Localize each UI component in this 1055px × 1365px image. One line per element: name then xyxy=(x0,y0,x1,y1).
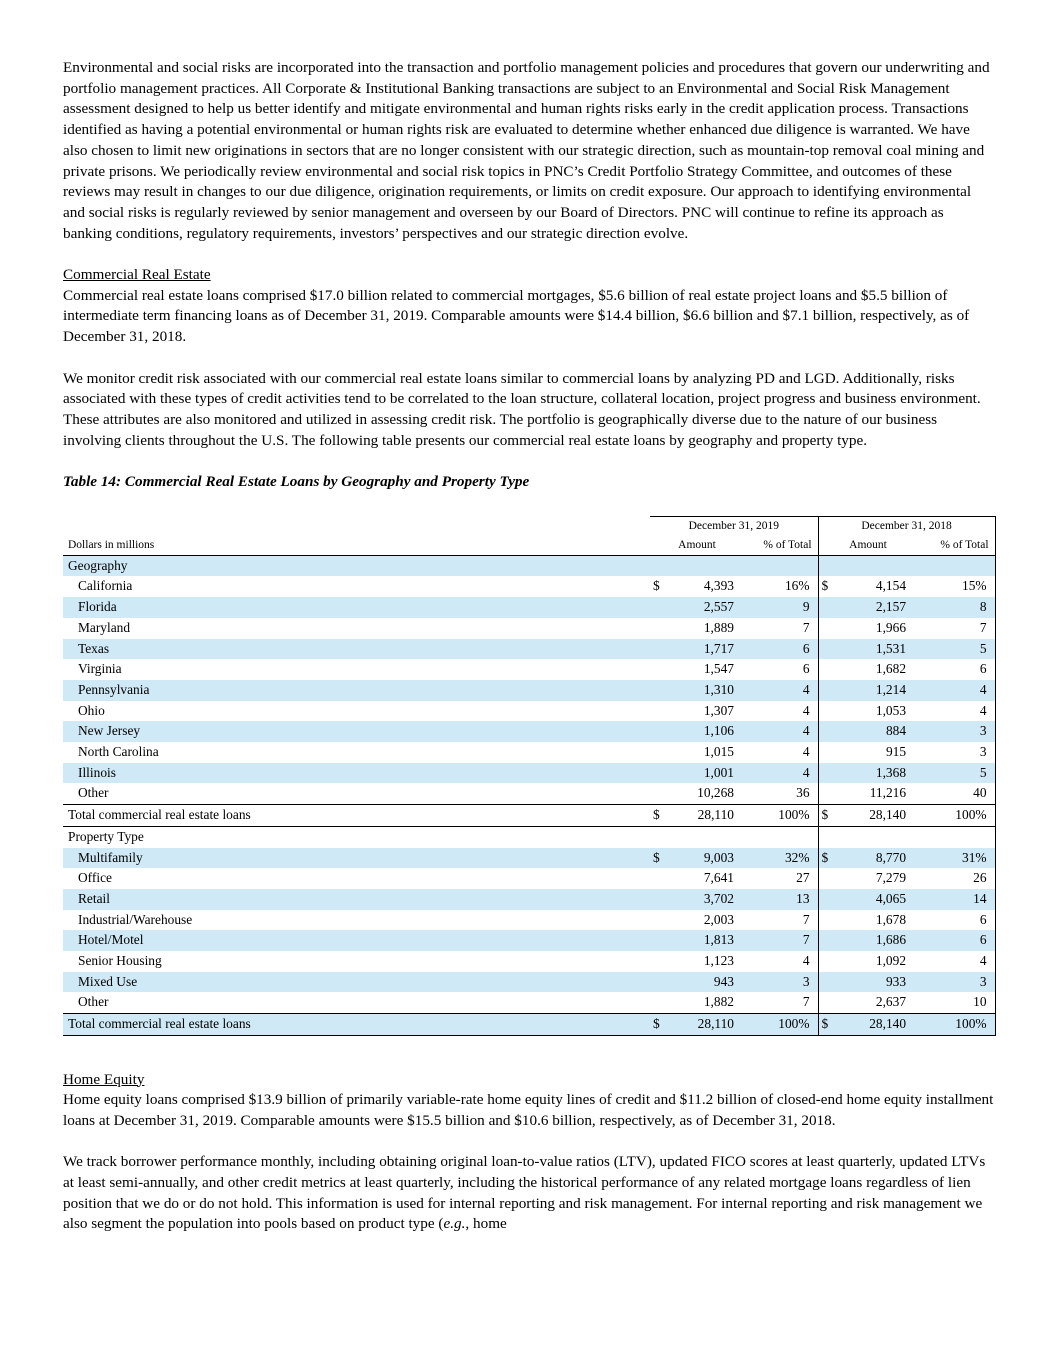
amount-2018: 4,154 xyxy=(875,578,907,594)
row-label: Senior Housing xyxy=(78,953,162,969)
he-text-end: , home xyxy=(465,1215,507,1233)
table-row xyxy=(63,951,995,972)
dollar-sign xyxy=(650,972,660,993)
table-row xyxy=(63,910,995,931)
amount-2019: 1,001 xyxy=(660,763,734,784)
amount-2018: 2,157 xyxy=(830,597,906,618)
table-row xyxy=(63,639,995,660)
amount-2018: 1,214 xyxy=(830,680,906,701)
dollar-sign: $ xyxy=(653,578,660,594)
dollar-sign: $ xyxy=(818,848,830,869)
pct-header-2018: % of Total xyxy=(906,536,995,556)
row-label: Texas xyxy=(63,639,650,660)
pct-2018: 6 xyxy=(906,910,995,931)
dollar-sign xyxy=(818,701,830,722)
row-label: Florida xyxy=(63,597,650,618)
amount-2018: 7,279 xyxy=(875,870,907,886)
row-label: Pennsylvania xyxy=(63,680,650,701)
table-row xyxy=(63,972,995,993)
pct-2019: 7 xyxy=(802,994,810,1010)
dollar-sign xyxy=(818,868,830,889)
pct-2018: 5 xyxy=(906,763,995,784)
pct-2019: 4 xyxy=(734,763,818,784)
row-label: Other xyxy=(78,994,109,1010)
table-row xyxy=(63,930,995,951)
table-row xyxy=(63,889,995,910)
property-section-row xyxy=(63,826,995,847)
pct-2019: 4 xyxy=(802,744,810,760)
pct-2018: 26 xyxy=(906,868,995,889)
pct-2019: 9 xyxy=(734,597,818,618)
amount-2018: 1,966 xyxy=(875,619,907,635)
intro-paragraph: Environmental and social risks are incorporated into the transaction and portfolio management policies and procedures that govern our underwriting and portfolio management practices. All Corporate & Institutional Banking transactions are subject to an Environmental and Social Risk Management assessment designed to help us better identify and mitigate environmental and human rights risks early in the credit application process. Transactions identified as having a potential environmental or human rights risk are evaluated to determine whether enhanced due diligence is warranted. We have also chosen to limit new originations in sectors that are no longer consistent with our strategic direction, such as mountain-top removal coal mining and private prisons. We periodically review environmental and social risk topics in PNC’s Credit Portfolio Strategy Committee, and outcomes of these reviews may result in changes to our due diligence, origination requirements, or limits on credit exposure. Our approach to identifying environmental and social risks is regularly reviewed by senior management and overseen by our Board of Directors. PNC will continue to refine its approach as banking conditions, regulatory requirements, investors’ perspectives and our strategic direction evolve. xyxy=(63,59,990,242)
table-title: Table 14: Commercial Real Estate Loans by Geography and Property Type xyxy=(63,473,530,491)
pct-2018: 14 xyxy=(906,889,995,910)
dollar-sign xyxy=(818,597,830,618)
amount-2019: 1,310 xyxy=(660,680,734,701)
table-total-row xyxy=(63,805,995,827)
dollar-sign xyxy=(818,910,830,931)
pct-2019: 4 xyxy=(734,680,818,701)
amount-2019: 1,015 xyxy=(703,744,734,760)
table-row xyxy=(63,597,995,618)
dollar-sign xyxy=(818,763,830,784)
pct-2018: 3 xyxy=(906,721,995,742)
blank-cell xyxy=(818,826,830,847)
dollar-sign: $ xyxy=(818,1014,830,1036)
amount-2018: 1,053 xyxy=(875,702,907,718)
amount-2019: 28,110 xyxy=(660,805,734,827)
pct-2018: 40 xyxy=(906,783,995,804)
pct-2018: 3 xyxy=(906,742,995,763)
table-row xyxy=(63,576,995,597)
row-label: Total commercial real estate loans xyxy=(63,1014,650,1036)
dollar-sign xyxy=(650,763,660,784)
pct-2018: 3 xyxy=(906,972,995,993)
row-label: Hotel/Motel xyxy=(63,930,650,951)
amount-2019: 7,641 xyxy=(703,870,734,886)
amount-2019: 1,889 xyxy=(703,619,734,635)
amount-2018: 1,686 xyxy=(830,930,906,951)
home-equity-paragraph-2 xyxy=(63,1152,995,1235)
amount-2018: 2,637 xyxy=(875,994,907,1010)
table-row xyxy=(63,868,995,889)
pct-2019: 13 xyxy=(734,889,818,910)
row-label: California xyxy=(78,578,133,594)
blank-cell xyxy=(830,555,906,576)
row-label: New Jersey xyxy=(63,721,650,742)
blank-cell xyxy=(660,555,734,576)
table-row xyxy=(63,763,995,784)
table-row xyxy=(63,721,995,742)
dollar-sign xyxy=(650,868,660,889)
dollar-sign xyxy=(650,680,660,701)
row-label: Other xyxy=(78,785,109,801)
dollar-sign xyxy=(818,659,830,680)
pct-2019: 6 xyxy=(802,661,810,677)
he-text-italic: e.g. xyxy=(443,1215,466,1233)
amount-2019: 1,106 xyxy=(660,721,734,742)
table-total-row xyxy=(63,1014,995,1036)
dollar-sign xyxy=(818,930,830,951)
blank-cell xyxy=(830,826,906,847)
amount-2018: 1,531 xyxy=(830,639,906,660)
pct-2019: 7 xyxy=(734,930,818,951)
amount-2018: 8,770 xyxy=(830,848,906,869)
amount-2019: 1,717 xyxy=(660,639,734,660)
pct-2019: 3 xyxy=(734,972,818,993)
pct-2018: 31% xyxy=(906,848,995,869)
dollar-sign: $ xyxy=(818,576,830,597)
amount-2018: 1,678 xyxy=(875,911,907,927)
pct-2019: 36 xyxy=(796,785,810,801)
amount-2018: 915 xyxy=(885,744,907,760)
amount-2019: 3,702 xyxy=(660,889,734,910)
dollar-sign xyxy=(650,742,660,763)
blank-cell xyxy=(660,826,734,847)
cre-heading: Commercial Real Estate xyxy=(63,266,211,284)
pct-2019: 16% xyxy=(784,578,810,594)
amount-2018: 1,368 xyxy=(830,763,906,784)
table-row xyxy=(63,783,995,804)
amount-2018: 28,140 xyxy=(830,805,906,827)
row-label: Maryland xyxy=(78,619,131,635)
dollar-sign xyxy=(818,639,830,660)
amount-2019: 1,547 xyxy=(703,661,734,677)
dollar-sign: $ xyxy=(650,805,660,827)
table-row xyxy=(63,701,995,722)
pct-2019: 7 xyxy=(802,911,810,927)
row-label: Mixed Use xyxy=(63,972,650,993)
dollar-sign xyxy=(818,680,830,701)
amount-2019: 9,003 xyxy=(660,848,734,869)
dollar-sign xyxy=(818,951,830,972)
table-row xyxy=(63,618,995,639)
pct-header-2019: % of Total xyxy=(734,536,818,556)
amount-2019: 1,123 xyxy=(703,953,734,969)
pct-2018: 10 xyxy=(906,992,995,1013)
geography-section-row xyxy=(63,555,995,576)
pct-2018: 6 xyxy=(906,930,995,951)
table-row xyxy=(63,742,995,763)
row-label: Virginia xyxy=(78,661,122,677)
dollar-sign xyxy=(650,930,660,951)
dollar-sign: $ xyxy=(650,848,660,869)
cre-loans-table xyxy=(63,516,996,1036)
blank-cell xyxy=(818,555,830,576)
amount-2019: 4,393 xyxy=(703,578,734,594)
period-2018-header: December 31, 2018 xyxy=(818,516,995,536)
home-equity-paragraph-1: Home equity loans comprised $13.9 billion of primarily variable-rate home equity lines of credit and $11.2 billion of closed-end home equity installment loans at December 31, 2019. Comparable amounts were $15.5 billion and $10.6 billion, respectively, as of December 31, 2018. xyxy=(63,1091,994,1129)
table-row xyxy=(63,680,995,701)
dollar-sign xyxy=(650,659,660,680)
dollar-sign xyxy=(818,742,830,763)
units-label: Dollars in millions xyxy=(63,536,650,556)
blank-cell xyxy=(734,555,818,576)
pct-2018: 4 xyxy=(906,680,995,701)
document-page xyxy=(63,58,995,1235)
pct-2019: 4 xyxy=(734,721,818,742)
row-label: Office xyxy=(78,870,112,886)
row-label: Retail xyxy=(63,889,650,910)
amount-2019: 1,882 xyxy=(703,994,734,1010)
row-label: Total commercial real estate loans xyxy=(63,805,650,827)
dollar-sign xyxy=(818,889,830,910)
row-label: North Carolina xyxy=(78,744,159,760)
home-equity-heading: Home Equity xyxy=(63,1070,145,1088)
pct-2018: 4 xyxy=(906,701,995,722)
amount-2018: 28,140 xyxy=(830,1014,906,1036)
dollar-sign xyxy=(650,639,660,660)
pct-2019: 7 xyxy=(802,619,810,635)
dollar-sign xyxy=(650,618,660,639)
table-row xyxy=(63,659,995,680)
pct-2018: 100% xyxy=(906,1014,995,1036)
row-label: Ohio xyxy=(78,702,105,718)
dollar-sign xyxy=(650,889,660,910)
dollar-sign xyxy=(818,783,830,804)
pct-2018: 4 xyxy=(906,951,995,972)
amount-2018: 884 xyxy=(830,721,906,742)
amount-2019: 10,268 xyxy=(697,785,734,801)
section-label: Geography xyxy=(63,555,650,576)
blank-cell xyxy=(734,826,818,847)
amount-2019: 943 xyxy=(660,972,734,993)
dollar-sign xyxy=(818,721,830,742)
dollar-sign xyxy=(650,910,660,931)
dollar-sign xyxy=(650,721,660,742)
blank-cell xyxy=(906,826,995,847)
amount-2019: 1,813 xyxy=(660,930,734,951)
amount-header-2018: Amount xyxy=(830,536,906,556)
row-label: Industrial/Warehouse xyxy=(78,911,193,927)
section-label: Property Type xyxy=(68,828,144,844)
amount-2019: 1,307 xyxy=(703,702,734,718)
pct-2018: 100% xyxy=(906,805,995,827)
dollar-sign xyxy=(650,701,660,722)
blank-cell xyxy=(906,555,995,576)
dollar-sign xyxy=(650,783,660,804)
amount-2018: 1,682 xyxy=(875,661,907,677)
pct-2018: 8 xyxy=(906,597,995,618)
blank-cell xyxy=(650,826,660,847)
dollar-sign: $ xyxy=(818,805,830,827)
row-label: Illinois xyxy=(63,763,650,784)
amount-2018: 1,092 xyxy=(875,953,907,969)
dollar-sign xyxy=(650,951,660,972)
amount-2019: 28,110 xyxy=(660,1014,734,1036)
pct-2019: 27 xyxy=(796,870,810,886)
amount-2018: 11,216 xyxy=(869,785,907,801)
pct-2019: 4 xyxy=(802,953,810,969)
dollar-sign: $ xyxy=(650,1014,660,1036)
dollar-sign xyxy=(650,597,660,618)
amount-2019: 2,557 xyxy=(660,597,734,618)
row-label: Multifamily xyxy=(63,848,650,869)
cre-paragraph-2: We monitor credit risk associated with our commercial real estate loans similar to commercial loans by analyzing PD and LGD. Additionally, risks associated with these types of credit activities tend to be correlated to the loan structure, collateral location, project progress and business environment. These attributes are also monitored and utilized in assessing credit risk. The portfolio is geographically diverse due to the nature of our business involving clients throughout the U.S. The following table presents our commercial real estate loans by geography and property type. xyxy=(63,369,981,449)
he-text-start: We track borrower performance monthly, including obtaining original loan-to-value ratios (LTV), updated FICO scores at least quarterly, updated LTVs at least semi-annually, and other credit metrics at least quarterly, including the historical performance of any related mortgage loans regardless of lien position that we do or do not hold. This information is used for internal reporting and risk management. For internal reporting and risk management we also segment the population into pools based on product type ( xyxy=(63,1153,986,1233)
period-2019-header: December 31, 2019 xyxy=(650,516,818,536)
pct-2018: 7 xyxy=(906,618,995,639)
pct-2019: 6 xyxy=(734,639,818,660)
table-row xyxy=(63,992,995,1013)
dollar-sign xyxy=(818,972,830,993)
blank-cell xyxy=(650,555,660,576)
pct-2019: 100% xyxy=(734,805,818,827)
dollar-sign xyxy=(650,992,660,1013)
table-row xyxy=(63,848,995,869)
dollar-sign xyxy=(818,618,830,639)
cre-paragraph-1: Commercial real estate loans comprised $17.0 billion related to commercial mortgages, $5.6 billion of real estate project loans and $5.5 billion of intermediate term financing loans as of December 31, 2019. Comparable amounts were $14.4 billion, $6.6 billion and $7.1 billion, respectively, as of December 31, 2018. xyxy=(63,286,970,346)
amount-2018: 933 xyxy=(830,972,906,993)
pct-2019: 4 xyxy=(802,702,810,718)
dollar-sign xyxy=(818,992,830,1013)
amount-2018: 4,065 xyxy=(830,889,906,910)
amount-header-2019: Amount xyxy=(660,536,734,556)
pct-2018: 5 xyxy=(906,639,995,660)
amount-2019: 2,003 xyxy=(703,911,734,927)
pct-2018: 15% xyxy=(906,576,995,597)
pct-2018: 6 xyxy=(906,659,995,680)
pct-2019: 32% xyxy=(734,848,818,869)
pct-2019: 100% xyxy=(734,1014,818,1036)
